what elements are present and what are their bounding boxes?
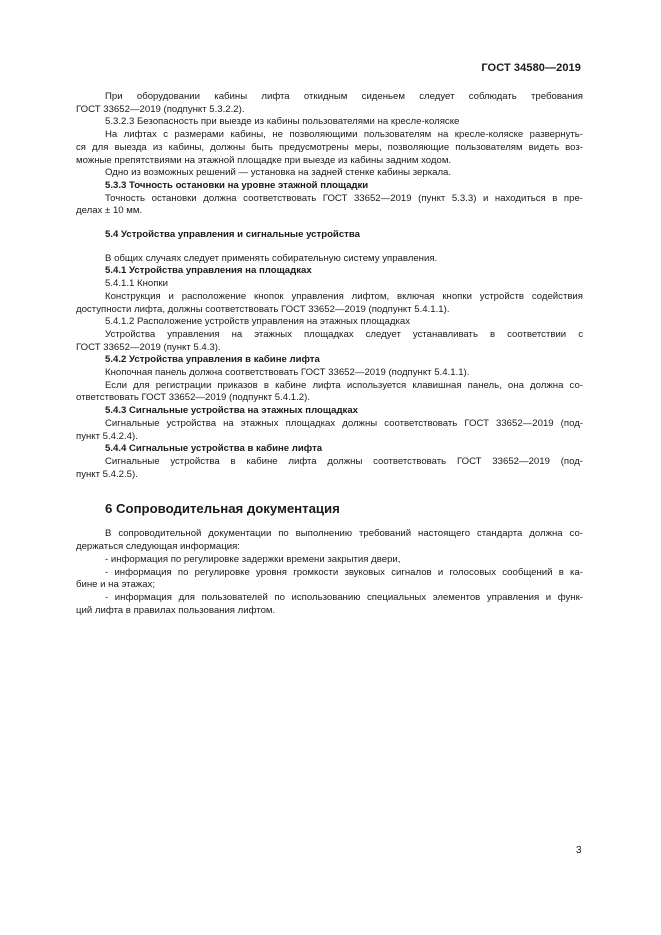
document-header: ГОСТ 34580—2019 — [481, 62, 581, 74]
document-body — [76, 91, 583, 617]
clause-heading-5-4-1-2: 5.4.1.2 Расположение устройств управления на этажных площадках — [105, 316, 411, 328]
clause-heading-5-4-4: 5.4.4 Сигнальные устройства в кабине лифта — [105, 443, 323, 455]
body-text-line: Точность остановки должна соответствовать ГОСТ 33652—2019 (пункт 5.3.3) и находиться в пре- — [105, 192, 583, 204]
body-text-line: Одно из возможных решений — установка на задней стенке кабины зеркала. — [105, 167, 452, 179]
clause-heading-5-3-2-3: 5.3.2.3 Безопасность при выезде из кабины пользователями на кресле-коляске — [105, 116, 460, 128]
page-number: 3 — [576, 845, 582, 856]
body-text-line: В общих случаях следует применять собирательную систему управления. — [105, 252, 438, 264]
body-text-line: держаться следующая информация: — [76, 541, 240, 553]
section-heading-5-4: 5.4 Устройства управления и сигнальные устройства — [105, 229, 360, 241]
clause-heading-5-4-2: 5.4.2 Устройства управления в кабине лифта — [105, 354, 320, 366]
list-item: - информация по регулировке уровня громкости звуковых сигналов и голосовых сообщений в ка- — [105, 566, 583, 578]
list-item-continuation: ций лифта в правилах пользования лифтом. — [76, 604, 276, 616]
list-item: - информация для пользователей по использованию специальных элементов управления и функ- — [105, 591, 583, 603]
clause-heading-5-3-3: 5.3.3 Точность остановки на уровне этажной площадки — [105, 179, 369, 191]
body-text-line: Если для регистрации приказов в кабине лифта используется клавишная панель, она должна со- — [105, 379, 583, 391]
body-text-line: Кнопочная панель должна соответствовать ГОСТ 33652—2019 (подпункт 5.4.1.1). — [105, 367, 470, 379]
list-item: - информация по регулировке задержки времени закрытия двери, — [105, 553, 401, 565]
clause-heading-5-4-3: 5.4.3 Сигнальные устройства на этажных площадках — [105, 405, 359, 417]
body-text-line: На лифтах с размерами кабины, не позволяющими пользователям на кресле-коляске развернуть- — [105, 129, 583, 141]
body-text-line: При оборудовании кабины лифта откидным сиденьем следует соблюдать требования — [105, 91, 583, 102]
body-text-line: можные препятствиями на этажной площадке при выезде из кабины задним ходом. — [76, 154, 452, 166]
body-text-line: Сигнальные устройства на этажных площадках должны соответствовать ГОСТ 33652—2019 (под- — [105, 417, 583, 429]
body-text-line: ответствовать ГОСТ 33652—2019 (подпункт 5.4.1.2). — [76, 392, 310, 404]
body-text-line: ГОСТ 33652—2019 (пункт 5.4.3). — [76, 341, 221, 353]
body-text-line: пункт 5.4.2.4). — [76, 430, 138, 442]
body-text-line: Сигнальные устройства в кабине лифта должны соответствовать ГОСТ 33652—2019 (под- — [105, 455, 583, 467]
body-text-line: Конструкция и расположение кнопок управления лифтом, включая кнопки устройств содействия — [105, 290, 583, 302]
list-item-continuation: бине и на этажах; — [76, 579, 155, 591]
clause-heading-5-4-1-1: 5.4.1.1 Кнопки — [105, 278, 168, 290]
clause-heading-5-4-1: 5.4.1 Устройства управления на площадках — [105, 265, 312, 277]
body-text-line: делах ± 10 мм. — [76, 205, 143, 217]
body-text-line: пункт 5.4.2.5). — [76, 468, 138, 480]
section-heading-6: 6 Сопроводительная документация — [105, 501, 340, 517]
body-text-line: Устройства управления на этажных площадках следует устанавливать в соответствии с — [105, 328, 583, 340]
body-text-line: В сопроводительной документации по выполнению требований настоящего стандарта должна со- — [105, 528, 583, 540]
body-text-line: ГОСТ 33652—2019 (подпункт 5.3.2.2). — [76, 103, 245, 115]
body-text-line: доступности лифта, должны соответствовать ГОСТ 33652—2019 (подпункт 5.4.1.1). — [76, 303, 450, 315]
body-text-line: ся для выезда из кабины, должны быть предусмотрены меры, позволяющие пользователям видеть воз- — [76, 141, 583, 153]
